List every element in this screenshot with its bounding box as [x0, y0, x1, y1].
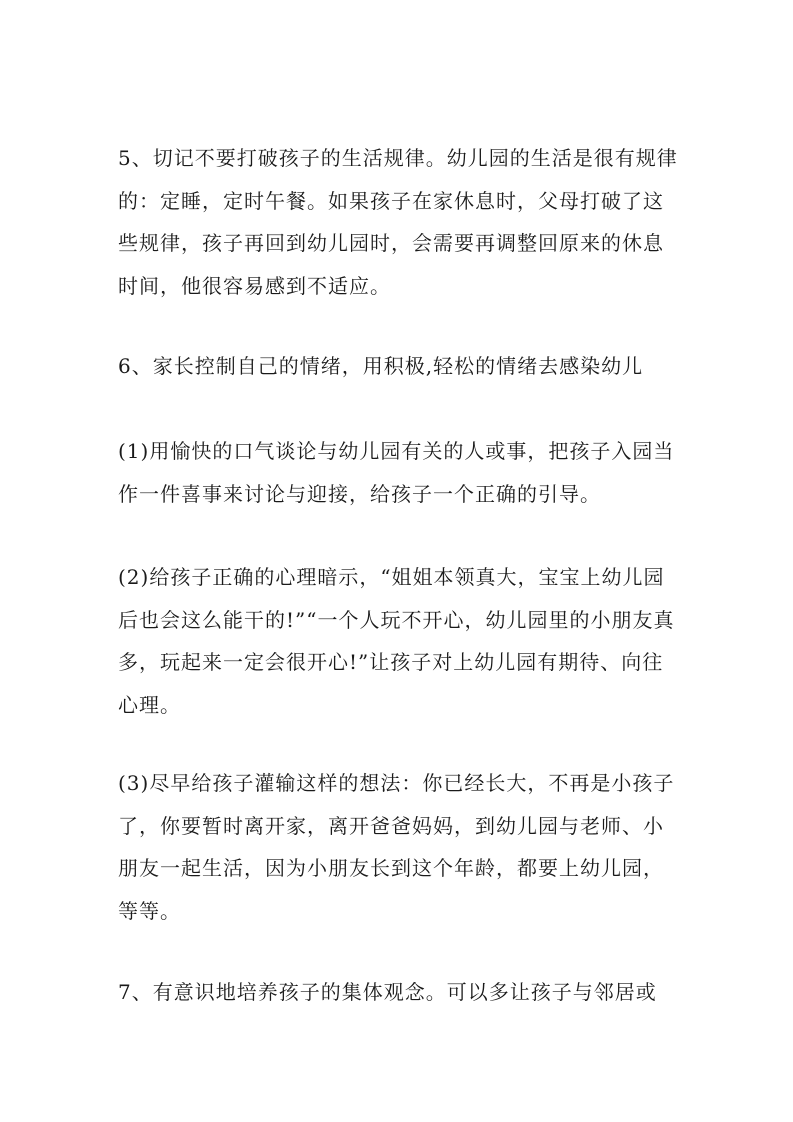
paragraph-6-1: (1)用愉快的口气谈论与幼儿园有关的人或事，把孩子入园当作一件喜事来讨论与迎接，给孩子一个正确的引导。: [118, 439, 675, 506]
paragraph-7-collective: 7、有意识地培养孩子的集体观念。可以多让孩子与邻居或: [118, 980, 657, 1004]
paragraph-6-2: (2)给孩子正确的心理暗示，“姐姐本领真大，宝宝上幼儿园后也会这么能干的!”“一个人玩不开心，幼儿园里的小朋友真多，玩起来一定会很开心!”让孩子对上幼儿园有期待、向往心理。: [118, 565, 675, 717]
paragraph-6-emotions: 6、家长控制自己的情绪，用积极,轻松的情绪去感染幼儿: [118, 354, 644, 378]
paragraph-6-3: (3)尽早给孩子灌输这样的想法：你已经长大，不再是小孩子了，你要暂时离开家，离开爸爸妈妈，到幼儿园与老师、小朋友一起生活，因为小朋友长到这个年龄，都要上幼儿园，等等。: [118, 771, 675, 923]
paragraph-5-routine: 5、切记不要打破孩子的生活规律。幼儿园的生活是很有规律的：定睡，定时午餐。如果孩子在家休息时，父母打破了这些规律，孩子再回到幼儿园时，会需要再调整回原来的休息时间，他很容易感到不适应。: [118, 146, 678, 298]
